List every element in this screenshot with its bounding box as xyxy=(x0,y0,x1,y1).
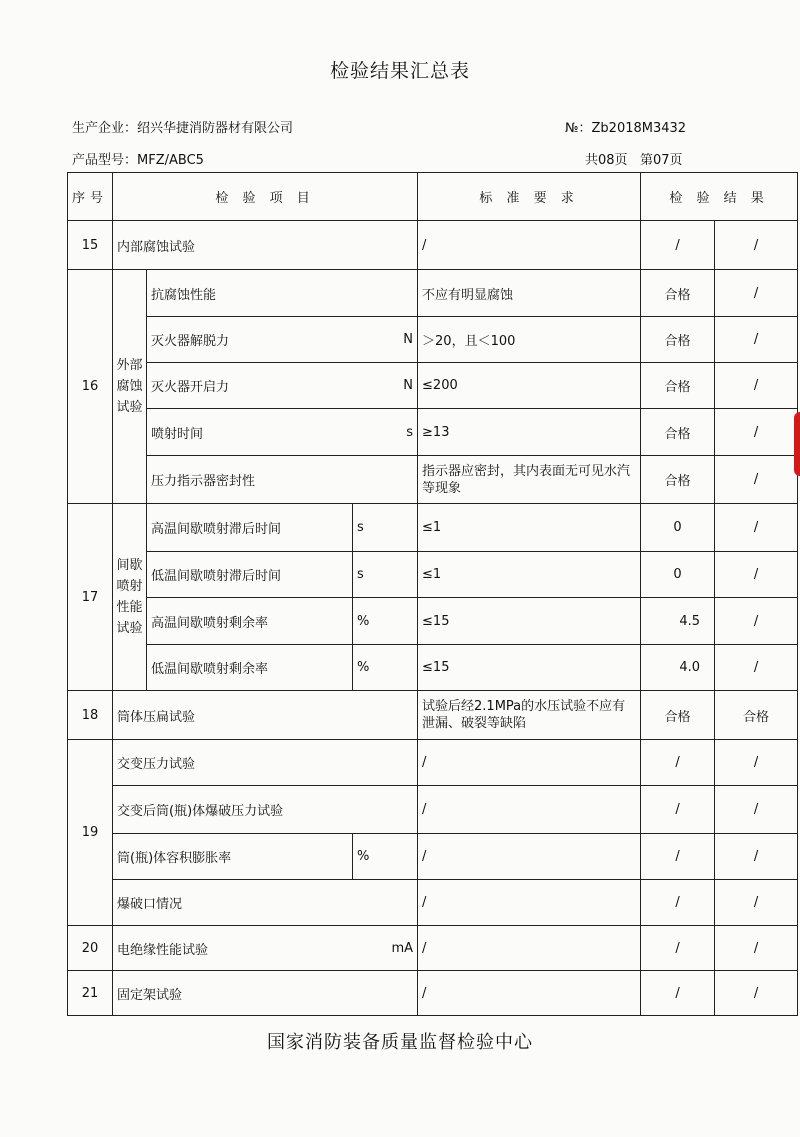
row-verdict: / xyxy=(715,786,798,834)
table-row xyxy=(68,880,798,926)
row-item: 交变后筒(瓶)体爆破压力试验 xyxy=(113,786,418,834)
table-row xyxy=(68,598,798,645)
row-seq: 15 xyxy=(68,221,113,270)
row-result: / xyxy=(641,926,715,971)
current-page: 第07页 xyxy=(639,153,683,168)
row-result: / xyxy=(641,786,715,834)
row-item: 抗腐蚀性能 xyxy=(147,270,418,317)
row-result: 合格 xyxy=(641,409,715,456)
row-verdict: / xyxy=(715,971,798,1016)
row-verdict: / xyxy=(715,363,798,409)
row-seq: 20 xyxy=(68,926,113,971)
row-result: 0 xyxy=(641,552,715,598)
row-item: 压力指示器密封性 xyxy=(147,456,418,504)
row-unit: s xyxy=(353,552,418,598)
row-item: 低温间歇喷射滞后时间 xyxy=(147,552,353,598)
header-result: 检 验 结 果 xyxy=(641,173,798,221)
row-result: 4.0 xyxy=(641,645,715,691)
table-row xyxy=(68,409,798,456)
row-standard: 指示器应密封，其内表面无可见水汽等现象 xyxy=(418,456,641,504)
row-standard: / xyxy=(418,926,641,971)
model-label: 产品型号： xyxy=(72,153,138,168)
row-unit: mA xyxy=(391,940,414,956)
row-standard: / xyxy=(418,834,641,880)
model-value: MFZ/ABC5 xyxy=(137,153,204,168)
table-row xyxy=(68,221,798,270)
company-name: 绍兴华捷消防器材有限公司 xyxy=(137,121,294,136)
row-standard: 试验后经2.1MPa的水压试验不应有泄漏、破裂等缺陷 xyxy=(418,691,641,740)
row-result: 合格 xyxy=(641,270,715,317)
row-standard: / xyxy=(418,880,641,926)
row-seq: 17 xyxy=(68,504,113,691)
row-result: / xyxy=(641,880,715,926)
table-row xyxy=(68,363,798,409)
red-edge-mark xyxy=(794,412,800,476)
company-label: 生产企业： xyxy=(72,121,138,136)
table-row xyxy=(68,926,798,971)
row-standard: ≥13 xyxy=(418,409,641,456)
row-result: 合格 xyxy=(641,317,715,363)
header-row xyxy=(68,173,798,221)
row-result: / xyxy=(641,740,715,786)
row-result: / xyxy=(641,971,715,1016)
results-table-wrapper xyxy=(67,172,770,1016)
row-item: 内部腐蚀试验 xyxy=(113,221,418,270)
row-result: 合格 xyxy=(641,456,715,504)
model-line xyxy=(72,149,204,168)
row-item-cell xyxy=(147,363,418,409)
header-standard: 标 准 要 求 xyxy=(418,173,641,221)
row-unit: s xyxy=(406,424,414,440)
group-label-text: 间歇喷射性能试验 xyxy=(116,558,143,636)
row-item: 电绝缘性能试验 xyxy=(117,942,209,958)
row-standard: / xyxy=(418,221,641,270)
row-verdict: / xyxy=(715,317,798,363)
row-item: 高温间歇喷射剩余率 xyxy=(147,598,353,645)
row-item: 固定架试验 xyxy=(113,971,418,1016)
table-row xyxy=(68,786,798,834)
row-seq: 21 xyxy=(68,971,113,1016)
table-row xyxy=(68,834,798,880)
row-standard: ≤1 xyxy=(418,504,641,552)
header-item: 检 验 项 目 xyxy=(113,173,418,221)
row-standard: ≤15 xyxy=(418,645,641,691)
row-result: 4.5 xyxy=(641,598,715,645)
row-verdict: / xyxy=(715,645,798,691)
table-row xyxy=(68,504,798,552)
row-verdict: / xyxy=(715,926,798,971)
table-row xyxy=(68,971,798,1016)
row-seq: 16 xyxy=(68,270,113,504)
table-row xyxy=(68,645,798,691)
row-item: 灭火器开启力 xyxy=(151,380,230,395)
row-item: 筒体压扁试验 xyxy=(113,691,418,740)
row-result: / xyxy=(641,221,715,270)
row-standard: / xyxy=(418,786,641,834)
row-verdict: / xyxy=(715,598,798,645)
row-verdict: / xyxy=(715,834,798,880)
row-seq: 19 xyxy=(68,740,113,926)
row-unit: % xyxy=(353,645,418,691)
row-seq: 18 xyxy=(68,691,113,740)
row-verdict: / xyxy=(715,409,798,456)
row-verdict: / xyxy=(715,552,798,598)
table-row xyxy=(68,456,798,504)
row-verdict: / xyxy=(715,456,798,504)
row-verdict: / xyxy=(715,504,798,552)
row-item: 高温间歇喷射滞后时间 xyxy=(147,504,353,552)
row-result: 合格 xyxy=(641,363,715,409)
row-verdict: / xyxy=(715,270,798,317)
row-item: 低温间歇喷射剩余率 xyxy=(147,645,353,691)
row-item: 筒(瓶)体容积膨胀率 xyxy=(113,834,353,880)
row-result: 合格 xyxy=(641,691,715,740)
row-standard: / xyxy=(418,971,641,1016)
company-line xyxy=(72,117,293,136)
row-item: 交变压力试验 xyxy=(113,740,418,786)
group-label-text: 外部腐蚀试验 xyxy=(116,358,143,415)
total-pages: 共08页 xyxy=(585,153,628,168)
table-row xyxy=(68,691,798,740)
table-row xyxy=(68,317,798,363)
row-unit: N xyxy=(403,332,414,347)
row-standard: ≤15 xyxy=(418,598,641,645)
row-item-cell xyxy=(147,409,418,456)
header-seq: 序号 xyxy=(68,173,113,221)
row-item-cell xyxy=(113,926,418,971)
document-title: 检验结果汇总表 xyxy=(329,60,470,82)
row-item: 灭火器解脱力 xyxy=(151,334,230,349)
row-item: 爆破口情况 xyxy=(113,880,418,926)
row-result: / xyxy=(641,834,715,880)
row-standard: ＞20，且＜100 xyxy=(418,317,641,363)
row-verdict: / xyxy=(715,221,798,270)
table-row xyxy=(68,270,798,317)
row-unit: % xyxy=(353,598,418,645)
row-standard: ≤1 xyxy=(418,552,641,598)
row-unit: % xyxy=(353,834,418,880)
report-number: №：Zb2018M3432 xyxy=(565,121,687,136)
group-label xyxy=(113,270,147,504)
row-verdict: / xyxy=(715,740,798,786)
group-label xyxy=(113,504,147,691)
table-row xyxy=(68,552,798,598)
page-info xyxy=(585,149,683,168)
row-unit: s xyxy=(353,504,418,552)
results-table xyxy=(67,172,798,1016)
row-standard: 不应有明显腐蚀 xyxy=(418,270,641,317)
row-item-cell xyxy=(147,317,418,363)
issuer-footer: 国家消防装备质量监督检验中心 xyxy=(267,1032,533,1053)
row-verdict: 合格 xyxy=(715,691,798,740)
row-standard: / xyxy=(418,740,641,786)
row-unit: N xyxy=(403,378,414,393)
table-row xyxy=(68,740,798,786)
row-verdict: / xyxy=(715,880,798,926)
row-item: 喷射时间 xyxy=(151,426,204,442)
row-result: 0 xyxy=(641,504,715,552)
row-standard: ≤200 xyxy=(418,363,641,409)
